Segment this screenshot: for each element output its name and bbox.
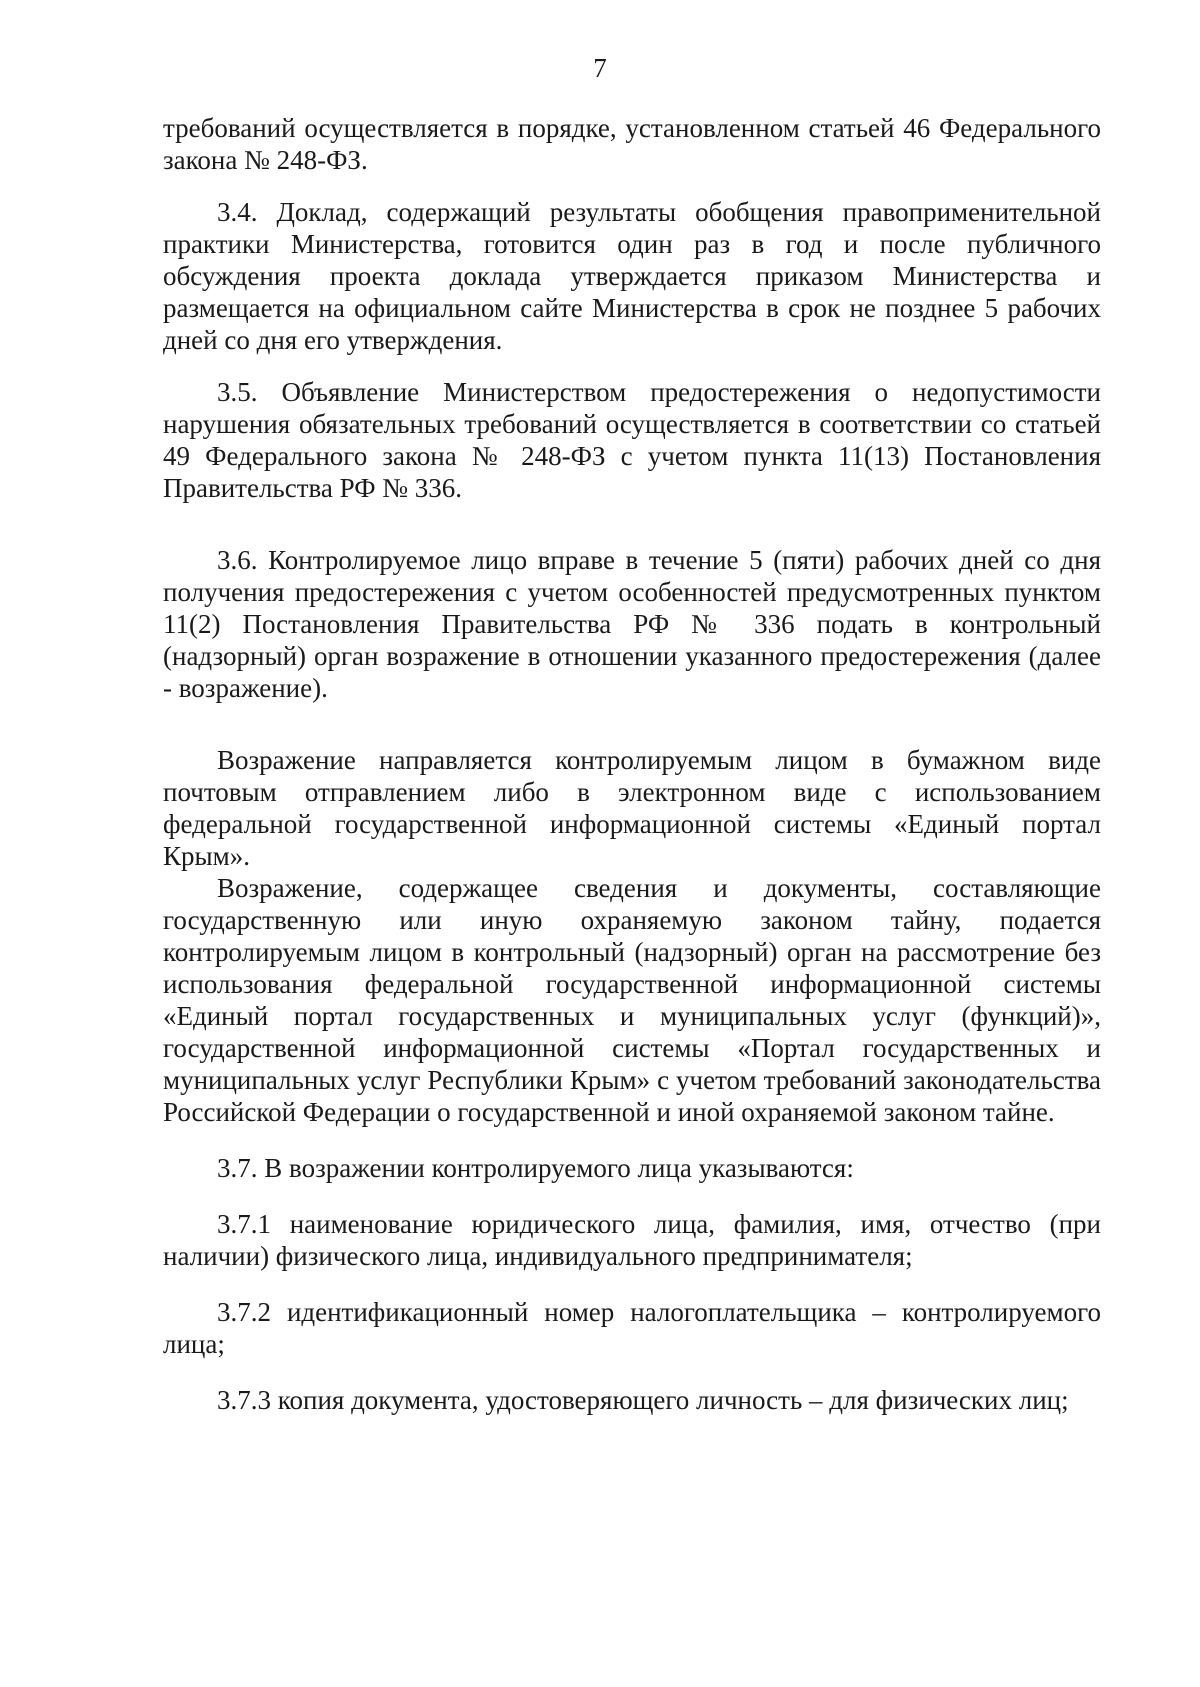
paragraph-continuation: требований осуществляется в порядке, установленном статьей 46 Федерального закона № 248-ФЗ.: [163, 113, 1101, 175]
paragraph-3-7: 3.7. В возражении контролируемого лица указываются:: [217, 1153, 854, 1183]
paragraph-3-7-1: 3.7.1 наименование юридического лица, фамилия, имя, отчество (при наличии) физического лица, индивидуального предпринимателя;: [163, 1209, 1101, 1271]
paragraph-3-5: 3.5. Объявление Министерством предостережения о недопустимости нарушения обязательных требований осуществляется в соответствии со статьей 49 Федерального закона № 248-ФЗ с учетом пункта 11(13) Постановления Правительства РФ № 336.: [163, 377, 1101, 503]
paragraph-objection-secret: Возражение, содержащее сведения и документы, составляющие государственную или иную охраняемую законом тайну, подается контролируемым лицом в контрольный (надзорный) орган на рассмотрение без использования федеральной государственной информационной системы «Единый портал государственных и муниципальных услуг (функций)», государственной информационной системы «Портал государственных и муниципальных услуг Республики Крым» с учетом требований законодательства Российской Федерации о государственной и иной охраняемой законом тайне.: [163, 873, 1101, 1127]
page-number: 7: [593, 53, 607, 83]
paragraph-objection-submission: Возражение направляется контролируемым лицом в бумажном виде почтовым отправлением либо в электронном виде с использованием федеральной государственной информационной системы «Единый портал Крым».: [163, 745, 1101, 871]
paragraph-3-4: 3.4. Доклад, содержащий результаты обобщения правоприменительной практики Министерства, готовится один раз в год и после публичного обсуждения проекта доклада утверждается приказом Министерства и размещается на официальном сайте Министерства в срок не позднее 5 рабочих дней со дня его утверждения.: [163, 197, 1101, 355]
paragraph-3-6: 3.6. Контролируемое лицо вправе в течение 5 (пяти) рабочих дней со дня получения предостережения с учетом особенностей предусмотренных пунктом 11(2) Постановления Правительства РФ № 336 подать в контрольный (надзорный) орган возражение в отношении указанного предостережения (далее - возражение).: [163, 545, 1101, 703]
paragraph-3-7-2: 3.7.2 идентификационный номер налогоплательщика – контролируемого лица;: [163, 1297, 1101, 1359]
document-body: [163, 112, 1101, 1416]
paragraph-3-7-3: 3.7.3 копия документа, удостоверяющего личность – для физических лиц;: [217, 1385, 1069, 1415]
